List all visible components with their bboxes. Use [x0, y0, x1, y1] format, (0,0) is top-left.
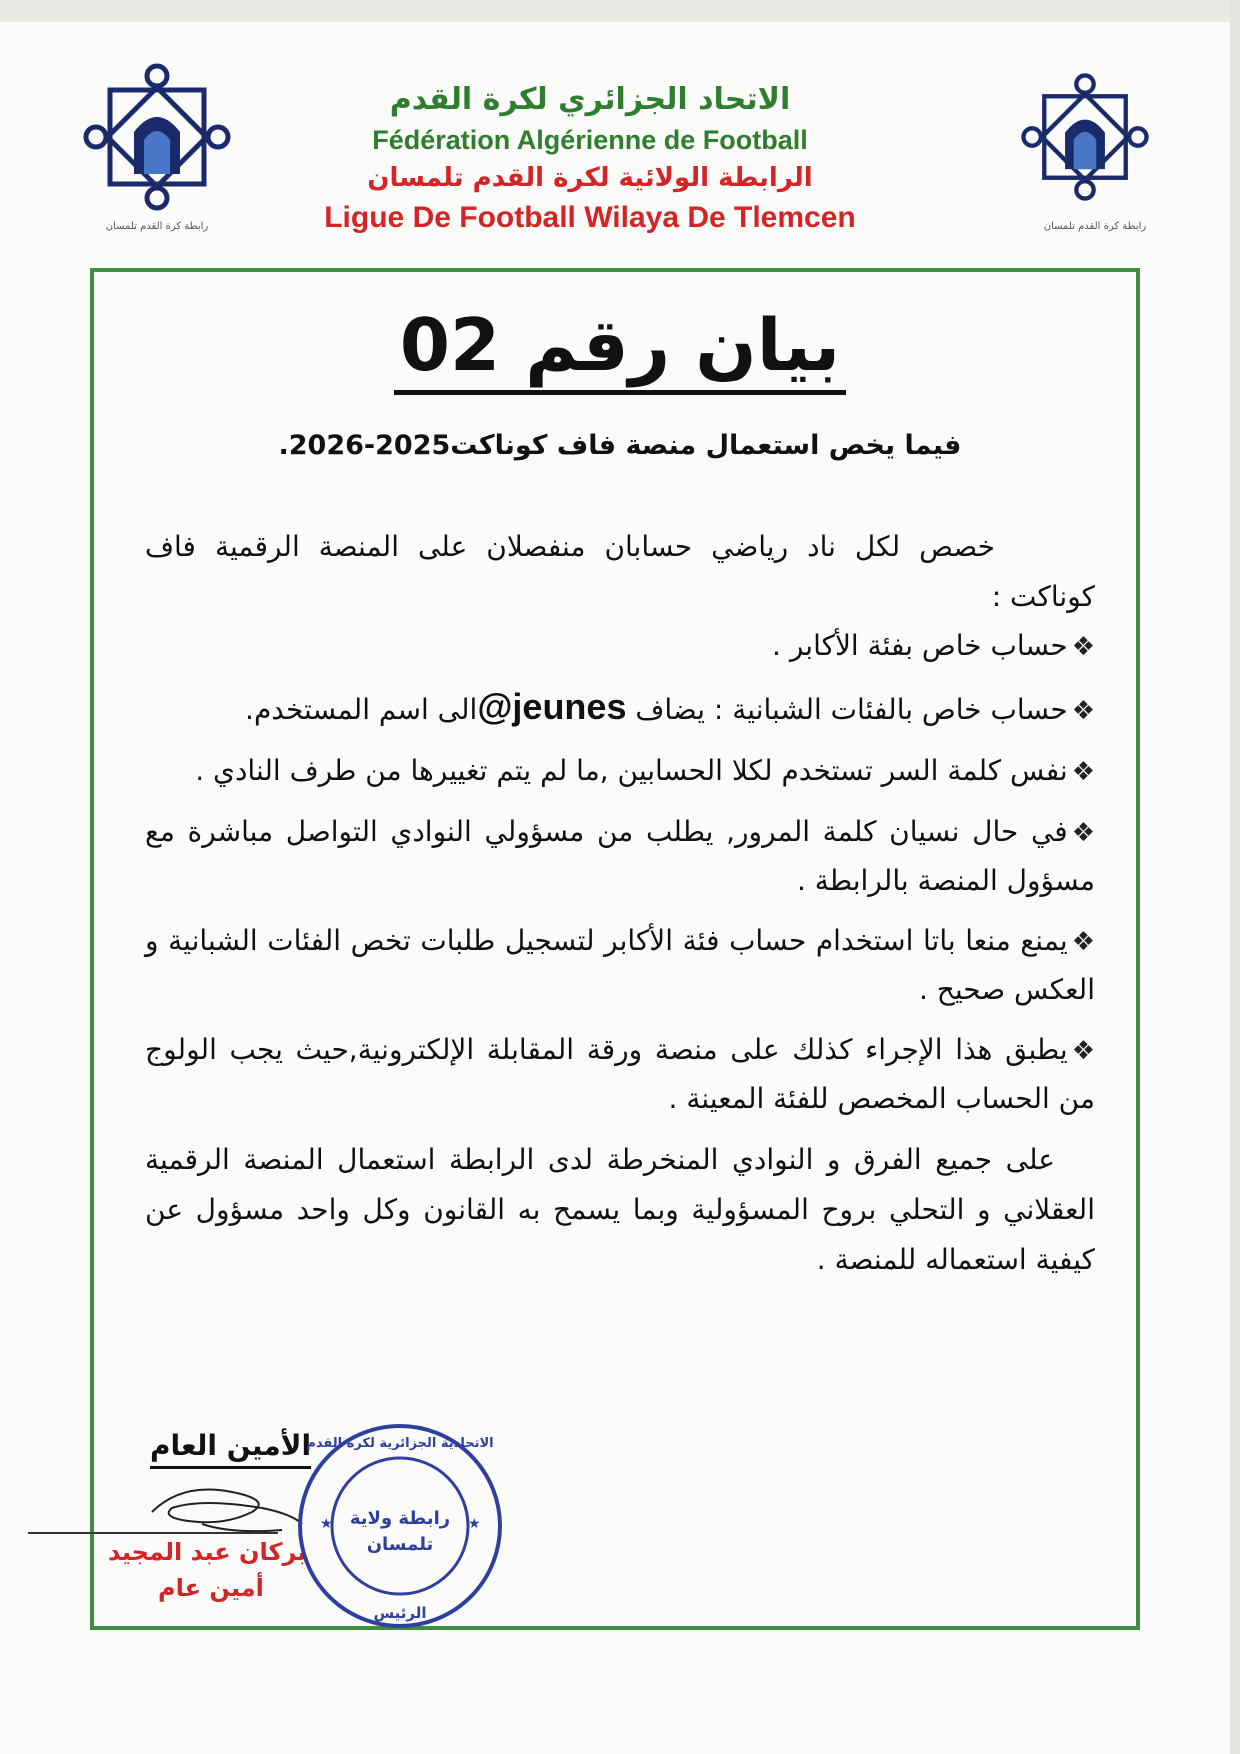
league-emblem-icon: [82, 62, 232, 212]
official-stamp: [290, 1416, 510, 1636]
league-logo-left: [82, 62, 232, 232]
list-item: [145, 622, 1095, 671]
bullet-text: في حال نسيان كلمة المرور, يطلب من مسؤولي النوادي التواصل مباشرة مع مسؤول المنصة بالرابطة .: [145, 815, 1095, 897]
bullet-icon: ❖: [1071, 696, 1095, 726]
signatory-role: أمين عام: [158, 1574, 264, 1602]
stamp-center-line2: تلمسان: [366, 1534, 434, 1555]
document-title-wrap: [0, 300, 1240, 395]
bullet-list: [145, 622, 1095, 1123]
svg-text:★: ★: [468, 1516, 481, 1532]
intro-paragraph: خصص لكل ناد رياضي حسابان منفصلان على المنصة الرقمية فاف كوناكت :: [145, 530, 1095, 613]
logo-caption: رابطة كرة القدم تلمسان: [1043, 221, 1147, 232]
league-name-arabic: الرابطة الولائية لكرة القدم تلمسان: [367, 163, 813, 193]
list-item: [145, 808, 1095, 905]
bullet-icon: ❖: [1071, 632, 1095, 662]
stamp-bottom-text: الرئيس: [373, 1604, 427, 1622]
list-item: [145, 917, 1095, 1014]
list-item: [145, 1026, 1095, 1123]
list-item: [145, 683, 1095, 735]
scan-top-edge: [0, 0, 1240, 22]
document-subtitle: فيما يخص استعمال منصة فاف كوناكت2025-2026.: [278, 430, 962, 461]
scan-right-edge: [1230, 0, 1240, 1754]
bullet-text-end: الى اسم المستخدم.: [245, 693, 478, 726]
federation-name-french: Fédération Algérienne de Football: [372, 125, 808, 155]
bullet-icon: ❖: [1071, 927, 1095, 957]
letterhead: [230, 78, 950, 238]
bullet-text: يطبق هذا الإجراء كذلك على منصة ورقة المقابلة الإلكترونية,حيث يجب الولوج من الحساب المخصص للفئة المعينة .: [145, 1033, 1095, 1115]
signatory-name: بركان عبد المجيد: [108, 1538, 307, 1566]
stamp-center-line1: رابطة ولاية: [349, 1508, 451, 1529]
stamp-outer-text: الاتحادية الجزائرية لكرة القدم: [306, 1436, 494, 1451]
league-name-french: Ligue De Football Wilaya De Tlemcen: [324, 201, 856, 234]
bullet-icon: ❖: [1071, 757, 1095, 787]
document-title: بيان رقم 02: [394, 300, 846, 395]
list-item: [145, 747, 1095, 796]
closing-paragraph: على جميع الفرق و النوادي المنخرطة لدى الرابطة استعمال المنصة الرقمية العقلاني و التحلي بروح المسؤولية وبما يسمح به القانون وكل واحد مسؤول عن كيفية استعماله للمنصة .: [145, 1143, 1095, 1276]
bullet-text: حساب خاص بفئة الأكابر .: [772, 629, 1068, 662]
league-logo-right: [1020, 62, 1170, 232]
bullet-text: يمنع منعا باتا استخدام حساب فئة الأكابر لتسجيل طلبات تخص الفئات الشبانية و العكس صحيح .: [145, 924, 1095, 1006]
signature-line: [28, 1532, 278, 1534]
signatory-title: الأمين العام: [150, 1426, 311, 1469]
league-emblem-icon: [1020, 62, 1150, 212]
username-suffix: @jeunes: [477, 686, 627, 727]
bullet-icon: ❖: [1071, 818, 1095, 848]
bullet-text: نفس كلمة السر تستخدم لكلا الحسابين ,ما لم يتم تغييرها من طرف النادي .: [195, 754, 1068, 787]
document-body: [145, 522, 1095, 1285]
bullet-text: حساب خاص بالفئات الشبانية : يضاف: [626, 693, 1068, 726]
bullet-icon: ❖: [1071, 1036, 1095, 1066]
federation-name-arabic: الاتحاد الجزائري لكرة القدم: [389, 82, 791, 117]
svg-text:★: ★: [320, 1516, 333, 1532]
logo-caption: رابطة كرة القدم تلمسان: [105, 221, 209, 232]
